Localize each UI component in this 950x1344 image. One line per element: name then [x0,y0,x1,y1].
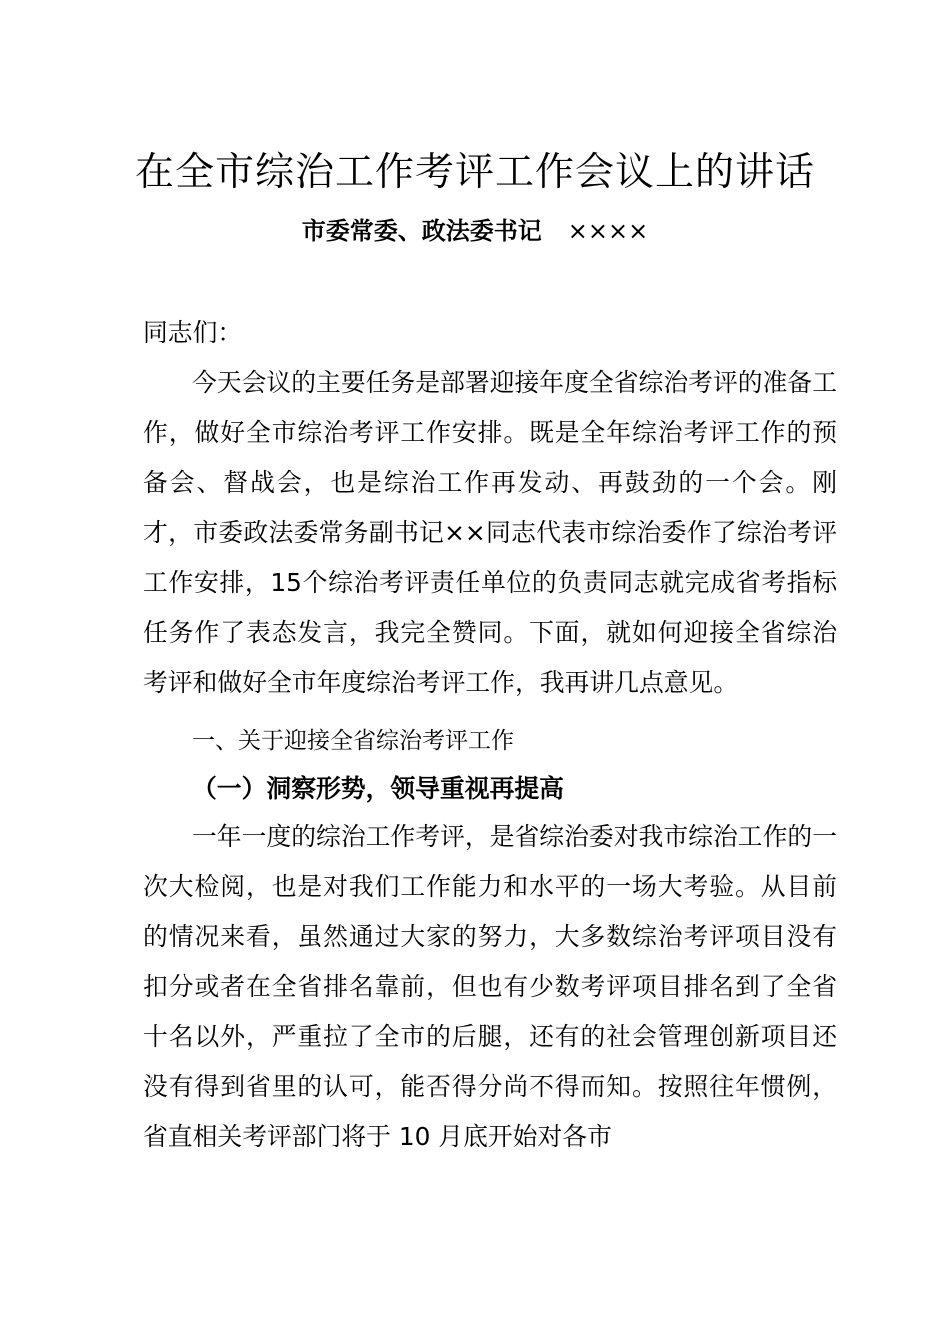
section-heading-1: 一、关于迎接全省综治考评工作 [192,728,514,754]
subsection-heading-1-1: （一）洞察形势，领导重视再提高 [192,774,564,803]
document-title: 在全市综治工作考评工作会议上的讲话 [134,150,815,195]
document-body [143,308,837,1162]
paragraph-2: 一年一度的综治工作考评，是省综治委对我市综治工作的一次大检阅，也是对我们工作能力和水平的一场大考验。从目前的情况来看，虽然通过大家的努力，大多数综治考评项目没有扣分或者在全省排名靠前，但也有少数考评项目排名到了全省十名以外，严重拉了全市的后腿，还有的社会管理创新项目还没有得到省里的认可，能否得分尚不得而知。按照往年惯例，省直相关考评部门将于 10 月底开始对各市 [143,822,837,1151]
speaker-role: 市委常委、政法委书记 [301,217,542,245]
paragraph-1: 今天会议的主要任务是部署迎接年度全省综治考评的准备工作，做好全市综治考评工作安排。既是全年综治考评工作的预备会、督战会，也是综治工作再发动、再鼓劲的一个会。刚才，市委政法委常务副书记××同志代表市综治委作了综治考评工作安排，15个综治考评责任单位的负责同志就完成省考指标任务作了表态发言，我完全赞同。下面，就如何迎接全省综治考评和做好全市年度综治考评工作，我再讲几点意见。 [143,368,837,697]
speaker-name: ×××× [567,217,649,245]
greeting: 同志们： [143,318,243,347]
speaker-byline [0,211,950,251]
